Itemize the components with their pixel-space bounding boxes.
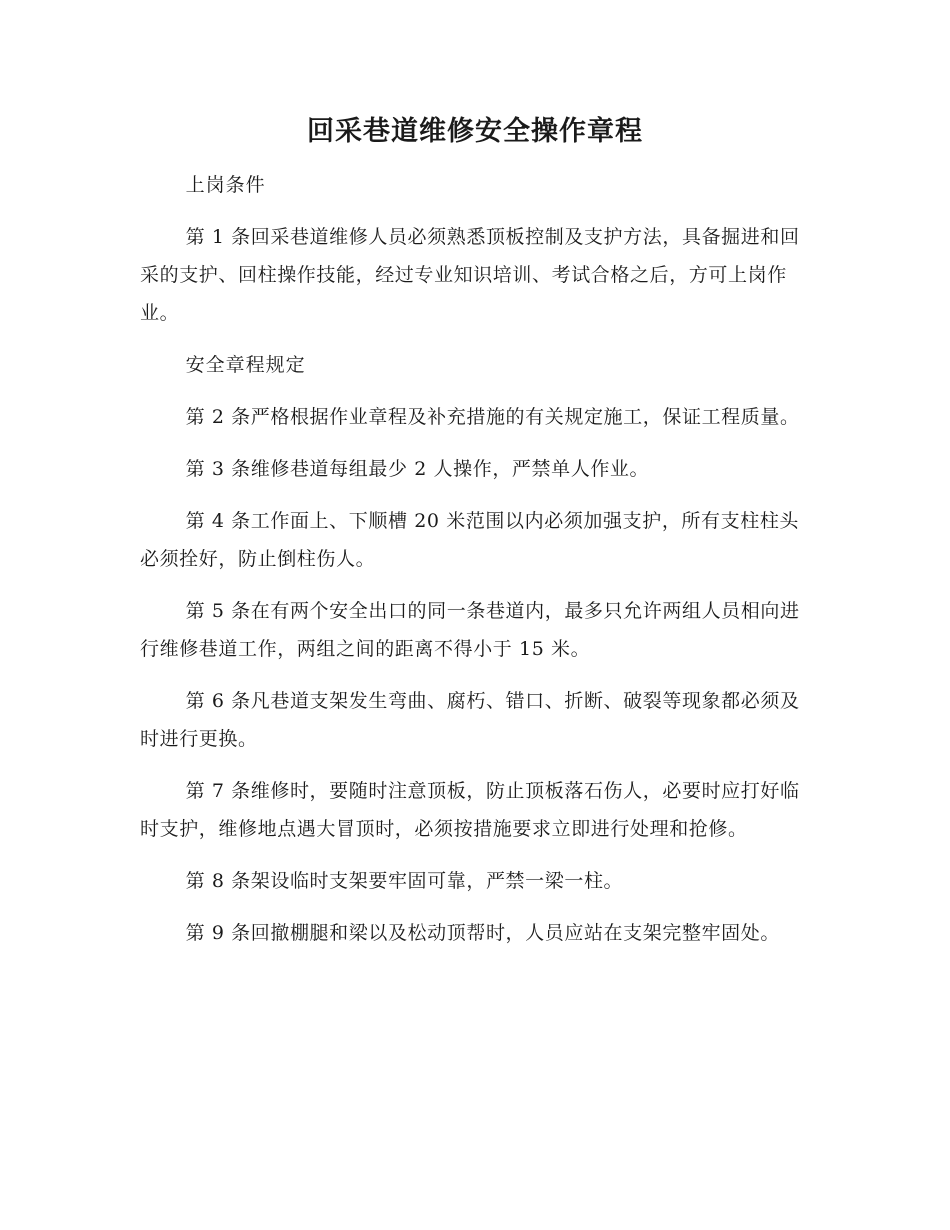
- article-6: 第 6 条凡巷道支架发生弯曲、腐朽、错口、折断、破裂等现象都必须及时进行更换。: [140, 690, 800, 750]
- article-4: 第 4 条工作面上、下顺槽 20 米范围以内必须加强支护，所有支柱柱头必须拴好，防止倒柱伤人。: [140, 510, 800, 570]
- section-heading-qualifications: 上岗条件: [185, 174, 266, 196]
- article-1: 第 1 条回采巷道维修人员必须熟悉顶板控制及支护方法，具备掘进和回采的支护、回柱操作技能，经过专业知识培训、考试合格之后，方可上岗作业。: [140, 226, 800, 324]
- article-8: 第 8 条架设临时支架要牢固可靠，严禁一梁一柱。: [185, 870, 624, 892]
- section-heading-safety-rules: 安全章程规定: [185, 354, 306, 376]
- page-title: 回采巷道维修安全操作章程: [307, 116, 643, 147]
- document-body: [140, 166, 810, 966]
- article-2: 第 2 条严格根据作业章程及补充措施的有关规定施工，保证工程质量。: [185, 406, 800, 428]
- article-3: 第 3 条维修巷道每组最少 2 人操作，严禁单人作业。: [185, 458, 650, 480]
- article-5: 第 5 条在有两个安全出口的同一条巷道内，最多只允许两组人员相向进行维修巷道工作，两组之间的距离不得小于 15 米。: [140, 600, 800, 660]
- article-7: 第 7 条维修时，要随时注意顶板，防止顶板落石伤人，必要时应打好临时支护，维修地点遇大冒顶时，必须按措施要求立即进行处理和抢修。: [140, 780, 800, 840]
- article-9: 第 9 条回撤棚腿和梁以及松动顶帮时，人员应站在支架完整牢固处。: [185, 922, 780, 944]
